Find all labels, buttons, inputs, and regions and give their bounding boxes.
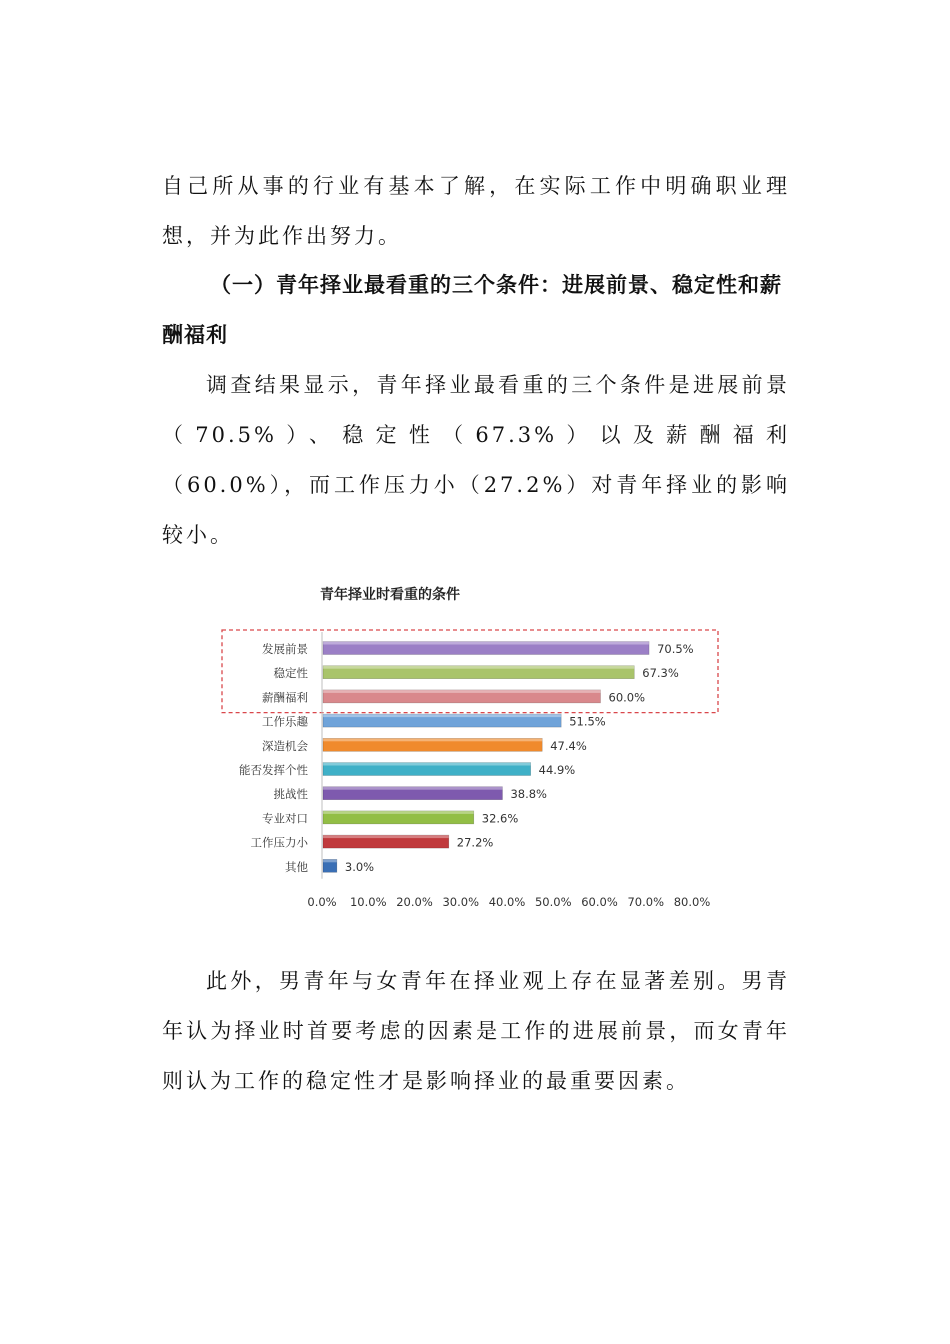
data-label: 44.9% [538,763,576,777]
paragraph-survey-results: 调查结果显示，青年择业最看重的三个条件是进展前景（70.5%）、稳定性（67.3%）以及薪酬福利（60.0%），而工作压力小（27.2%）对青年择业的影响较小。 [162,373,790,547]
category-label: 工作乐趣 [262,714,308,729]
x-tick-label: 80.0% [673,895,711,909]
bar-chart [200,575,760,920]
data-label: 70.5% [657,642,694,656]
category-label: 深造机会 [262,738,308,753]
bar-highlight [323,811,474,814]
bar-highlight [323,714,561,717]
data-label: 38.8% [510,787,547,802]
bar-chart-svg [200,575,760,920]
data-label: 27.2% [456,835,494,850]
category-label: 能否发挥个性 [239,763,308,777]
category-label: 工作压力小 [250,835,308,850]
bar-highlight [323,787,502,790]
x-tick-label: 40.0% [488,895,526,909]
data-label: 67.3% [642,666,679,681]
category-label: 其他 [285,859,308,874]
paragraph-top: 自己所从事的行业有基本了解，在实际工作中明确职业理想，并为此作出努力。 [162,174,790,248]
chart-title: 青年择业时看重的条件 [320,587,460,603]
category-label: 专业对口 [262,811,308,826]
paragraph-bottom: 此外，男青年与女青年在择业观上存在显著差别。男青年认为择业时首要考虑的因素是工作的进展前景，而女青年则认为工作的稳定性才是影响择业的最重要因素。 [162,969,790,1093]
bar-highlight [323,738,542,741]
data-label: 47.4% [550,738,587,753]
x-tick-label: 0.0% [307,895,337,909]
category-label: 薪酬福利 [262,690,308,705]
category-label: 发展前景 [262,642,308,656]
bar-highlight [323,835,449,838]
data-label: 60.0% [608,690,646,705]
category-label: 挑战性 [273,787,308,802]
x-tick-label: 70.0% [627,895,665,909]
bar-highlight [323,690,601,693]
x-tick-label: 60.0% [581,895,618,909]
x-tick-label: 30.0% [442,895,480,909]
x-tick-label: 10.0% [349,895,387,909]
bar-highlight [323,859,337,862]
x-tick-label: 20.0% [396,895,433,909]
data-label: 32.6% [481,811,519,826]
bar-highlight [323,642,649,645]
x-tick-label: 50.0% [534,895,572,909]
bar-highlight [323,763,531,766]
category-label: 稳定性 [273,666,308,681]
data-label: 51.5% [569,714,606,729]
data-label: 3.0% [344,859,375,874]
section-heading: （一）青年择业最看重的三个条件：进展前景、稳定性和薪酬福利 [162,273,782,347]
bar-highlight [323,666,634,669]
